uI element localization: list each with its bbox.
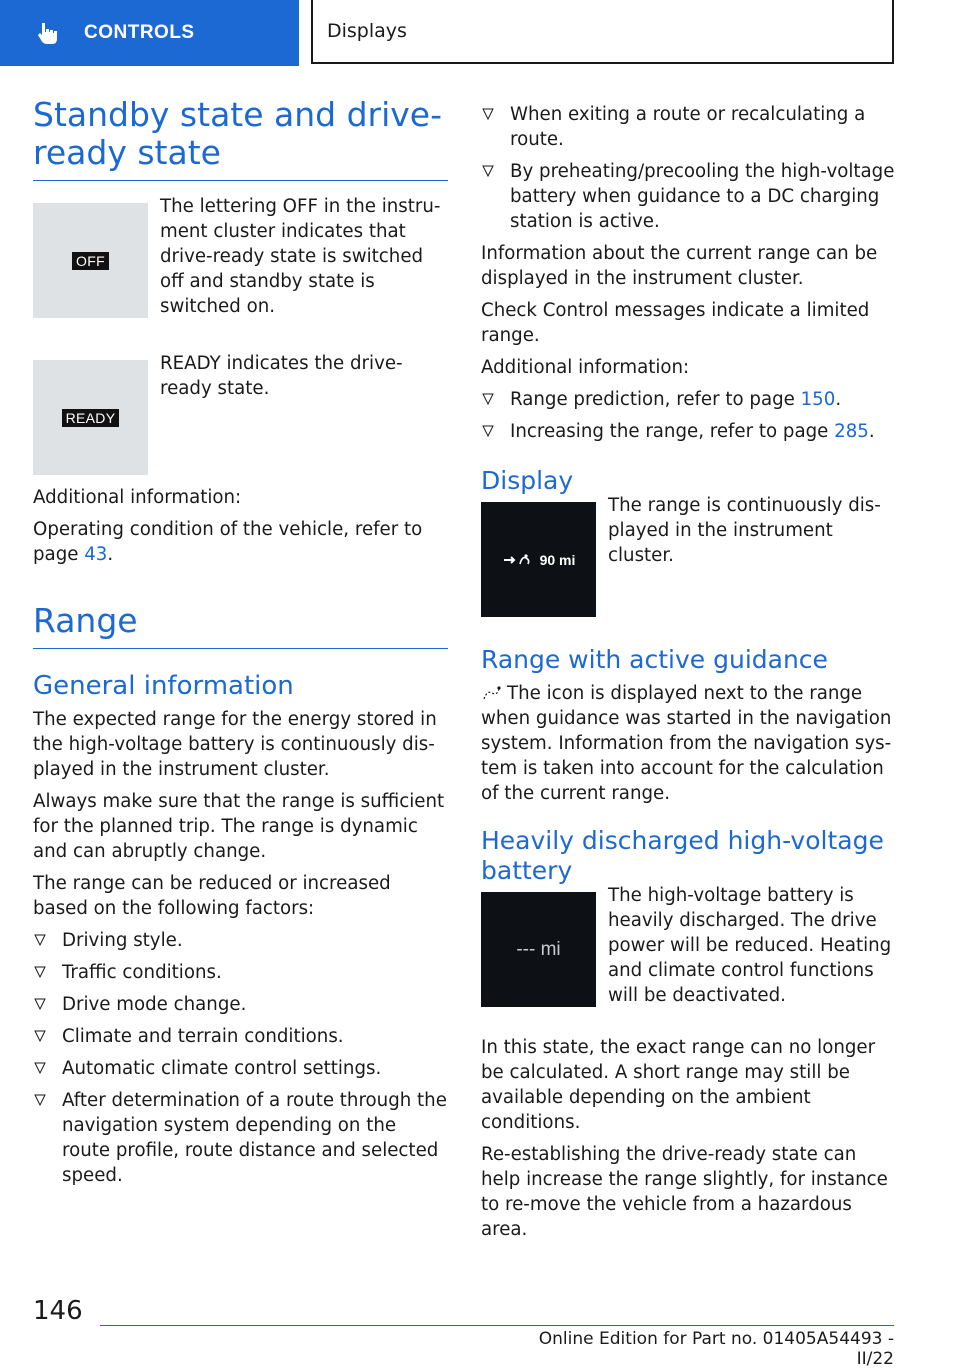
display-heading: Display xyxy=(481,466,574,495)
chapter-title: Displays xyxy=(327,20,407,42)
off-figure-row xyxy=(33,196,448,326)
list-item: Climate and terrain conditions. xyxy=(33,1024,448,1049)
range-factors-list xyxy=(33,928,448,1188)
standby-additional-label: Additional information: xyxy=(33,487,242,508)
ready-badge: READY xyxy=(62,409,120,427)
info-paragraph-2: Check Control messages indicate a limited range. xyxy=(481,300,870,346)
range-heading: Range xyxy=(33,602,448,649)
off-description: The lettering OFF in the instru-ment cluster indicates that drive-ready state is switched off and standby state is switched on. xyxy=(160,196,441,317)
left-column xyxy=(33,96,448,1195)
list-item: Increasing the range, refer to page 285. xyxy=(481,419,896,444)
bullet-triangle-icon xyxy=(34,934,46,946)
hand-pointer-icon xyxy=(36,20,62,46)
active-guidance-paragraph: The icon is displayed next to the range when guidance was started in the navigation system. Information from the navigation sys-tem is taken into account for the calculation of the current range. xyxy=(481,683,892,804)
ready-indicator-image xyxy=(33,360,148,475)
discharged-heading: Heavily discharged high-voltage battery xyxy=(481,826,884,885)
range-display-image xyxy=(481,502,596,617)
bullet-triangle-icon xyxy=(34,1030,46,1042)
operating-condition-ref: Operating condition of the vehicle, refer to page 43. xyxy=(33,519,423,565)
standby-heading: Standby state and drive-ready state xyxy=(33,96,448,181)
list-item: By preheating/precooling the high-voltage battery when guidance to a DC charging station is active. xyxy=(481,159,896,234)
discharged-description: The high-voltage battery is heavily discharged. The drive power will be reduced. Heating and climate control functions will be deactivated. xyxy=(608,885,892,1006)
bullet-triangle-icon xyxy=(482,425,494,437)
display-range-value: 90 mi xyxy=(539,551,576,568)
guidance-route-icon xyxy=(481,685,503,701)
route-guidance-icon xyxy=(502,552,536,568)
page-link-43[interactable]: 43 xyxy=(84,544,108,565)
list-item: When exiting a route or recalculating a route. xyxy=(481,102,896,152)
list-item: Driving style. xyxy=(33,928,448,953)
right-column xyxy=(481,102,896,1249)
bullet-triangle-icon xyxy=(482,393,494,405)
bullet-triangle-icon xyxy=(34,998,46,1010)
chapter-box xyxy=(311,0,894,64)
list-item: After determination of a route through the navigation system depending on the route profile, route distance and selected speed. xyxy=(33,1088,448,1188)
right-additional-label: Additional information: xyxy=(481,357,690,378)
general-info-heading: General information xyxy=(33,671,294,701)
edition-note: Online Edition for Part no. 01405A54493 - II/22 xyxy=(538,1329,894,1369)
range-factors-list-continued xyxy=(481,102,896,234)
general-paragraph-3: The range can be reduced or increased based on the following factors: xyxy=(33,873,391,919)
bullet-triangle-icon xyxy=(482,165,494,177)
general-paragraph-1: The expected range for the energy stored in the high-voltage battery is continuously dis-played in the instrument cluster. xyxy=(33,709,437,780)
info-paragraph-1: Information about the current range can be displayed in the instrument cluster. xyxy=(481,243,878,289)
page-number: 146 xyxy=(33,1296,83,1326)
list-item: Range prediction, refer to page 150. xyxy=(481,387,896,412)
general-paragraph-2: Always make sure that the range is sufficient for the planned trip. The range is dynamic and can abruptly change. xyxy=(33,791,445,862)
bullet-triangle-icon xyxy=(34,1062,46,1074)
bullet-triangle-icon xyxy=(482,108,494,120)
display-figure-row xyxy=(481,495,896,617)
discharged-range-value: --- mi xyxy=(516,938,561,960)
discharged-figure-row xyxy=(481,885,896,1015)
page-header xyxy=(0,0,960,66)
off-badge: OFF xyxy=(72,252,109,270)
page-link-285[interactable]: 285 xyxy=(834,421,869,442)
discharged-paragraph-2: Re-establishing the drive-ready state can help increase the range slightly, for instance to re-move the vehicle from a hazardous area. xyxy=(481,1144,888,1240)
ready-figure-row xyxy=(33,353,448,475)
footer-divider xyxy=(100,1325,894,1326)
bullet-triangle-icon xyxy=(34,1094,46,1106)
list-item: Drive mode change. xyxy=(33,992,448,1017)
active-guidance-heading: Range with active guidance xyxy=(481,645,828,674)
discharged-display-image xyxy=(481,892,596,1007)
ready-description: READY indicates the drive-ready state. xyxy=(160,353,403,399)
section-tab[interactable] xyxy=(0,0,299,66)
list-item: Traffic conditions. xyxy=(33,960,448,985)
section-label: CONTROLS xyxy=(84,22,195,43)
off-indicator-image xyxy=(33,203,148,318)
display-description: The range is continuously dis-played in the instrument cluster. xyxy=(608,495,881,566)
discharged-paragraph-1: In this state, the exact range can no longer be calculated. A short range may still be available depending on the ambient conditions. xyxy=(481,1037,876,1133)
reference-list xyxy=(481,387,896,444)
list-item: Automatic climate control settings. xyxy=(33,1056,448,1081)
bullet-triangle-icon xyxy=(34,966,46,978)
page-link-150[interactable]: 150 xyxy=(800,389,836,410)
